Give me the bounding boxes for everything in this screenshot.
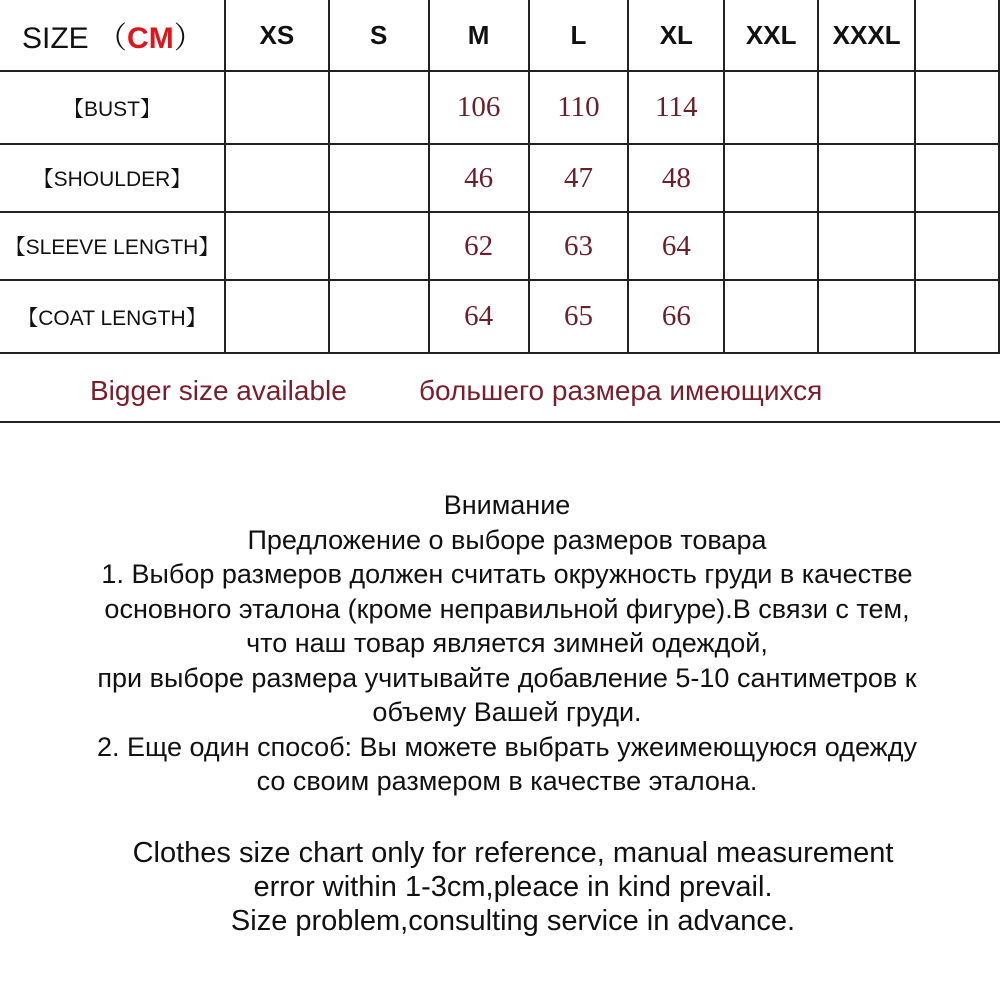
row-label-bust: 【BUST】 <box>0 71 225 144</box>
column-header-xl: XL <box>628 0 724 71</box>
notice-line: Предложение о выборе размеров товара <box>247 524 767 555</box>
table-cell: 64 <box>628 212 724 280</box>
table-cell <box>818 280 915 353</box>
table-cell <box>915 212 999 280</box>
table-cell <box>915 144 999 212</box>
table-cell <box>329 280 429 353</box>
column-header-m: M <box>429 0 529 71</box>
unit-label: CM <box>127 22 174 55</box>
table-cell <box>225 212 329 280</box>
size-unit-header <box>0 0 225 71</box>
row-label-shoulder: 【SHOULDER】 <box>0 144 225 212</box>
table-row-bust <box>0 71 999 144</box>
table-cell <box>724 212 818 280</box>
table-cell <box>915 280 999 353</box>
table-cell: 48 <box>628 144 724 212</box>
table-cell <box>225 280 329 353</box>
table-cell: 63 <box>529 212 629 280</box>
unit-open-bracket: （ <box>97 22 128 55</box>
table-cell: 114 <box>628 71 724 144</box>
row-label-sleeve-length: 【SLEEVE LENGTH】 <box>0 212 225 280</box>
notice-line: что наш товар является зимней одеждой, <box>246 628 768 658</box>
note-line: Clothes size chart only for reference, manual measurement <box>132 837 894 869</box>
row-label-coat-length: 【COAT LENGTH】 <box>0 280 225 353</box>
notice-line: со своим размером в качестве эталона. <box>256 766 758 796</box>
table-cell <box>724 144 818 212</box>
notice-line: 2. Еще один способ: Вы можете выбрать ужеимеющуюся одежду <box>97 731 917 762</box>
note-line: Size problem,consulting service in advance. <box>230 905 796 937</box>
table-cell: 65 <box>529 280 629 353</box>
table-cell <box>818 212 915 280</box>
bigger-size-banner <box>0 357 1000 423</box>
table-header-row <box>0 0 999 71</box>
table-cell: 106 <box>429 71 529 144</box>
table-cell: 110 <box>529 71 629 144</box>
table-cell <box>818 71 915 144</box>
notice-title: Внимание <box>443 490 571 520</box>
table-cell <box>818 144 915 212</box>
table-cell <box>225 144 329 212</box>
table-cell: 64 <box>429 280 529 353</box>
notice-line: 1. Выбор размеров должен считать окружность груди в качестве <box>101 559 913 589</box>
notice-line: объему Вашей груди. <box>372 697 642 727</box>
sizing-notice-russian <box>0 488 1000 799</box>
table-cell <box>329 144 429 212</box>
table-row-coat-length <box>0 280 999 353</box>
table-cell <box>329 212 429 280</box>
column-header-xxl: XXL <box>724 0 818 71</box>
empty-header-cell <box>915 0 999 71</box>
column-header-s: S <box>329 0 429 71</box>
table-cell <box>915 71 999 144</box>
column-header-l: L <box>529 0 629 71</box>
bigger-size-english: Bigger size available <box>90 375 347 406</box>
table-cell <box>724 280 818 353</box>
size-chart-table <box>0 0 1000 354</box>
notice-line: при выборе размера учитывайте добавление 5-10 сантиметров к <box>97 662 917 693</box>
reference-note-english <box>0 836 1000 938</box>
table-cell <box>225 71 329 144</box>
notice-line: основного эталона (кроме неправильной фигуре).В связи с тем, <box>104 593 910 624</box>
table-row-sleeve-length <box>0 212 999 280</box>
table-cell: 47 <box>529 144 629 212</box>
bigger-size-russian: большего размера имеющихся <box>419 375 823 406</box>
table-cell <box>724 71 818 144</box>
table-cell: 46 <box>429 144 529 212</box>
size-label: SIZE <box>22 22 89 55</box>
note-line: error within 1-3cm,pleace in kind prevail. <box>253 871 773 903</box>
column-header-xs: XS <box>225 0 329 71</box>
column-header-xxxl: XXXL <box>818 0 915 71</box>
unit-close-bracket: ） <box>173 22 204 55</box>
table-row-shoulder <box>0 144 999 212</box>
table-cell: 66 <box>628 280 724 353</box>
table-cell: 62 <box>429 212 529 280</box>
table-cell <box>329 71 429 144</box>
